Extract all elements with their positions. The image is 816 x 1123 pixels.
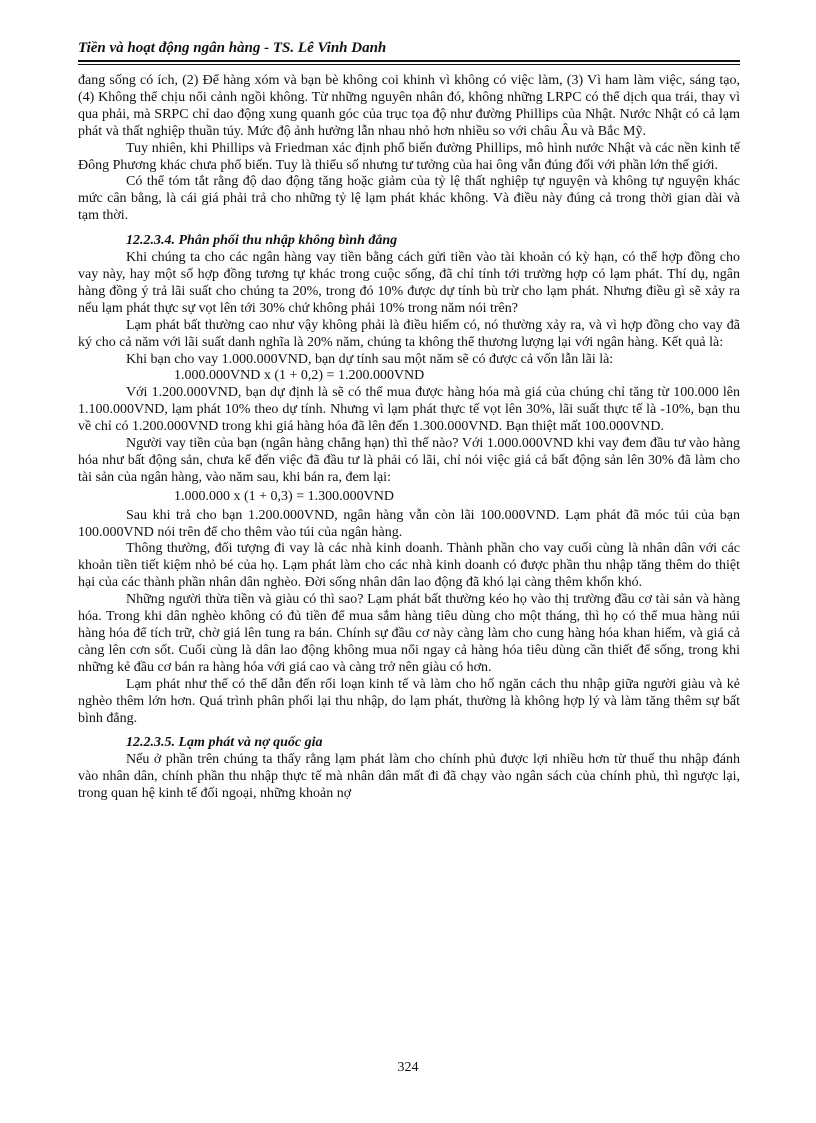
paragraph: Với 1.200.000VND, bạn dự định là sẽ có thể mua được hàng hóa mà giá của chúng chỉ tăng từ 100.000 lên 1.100.000VND, lạm phát 10% theo dự tính. Nhưng vì lạm phát thực tế vọt lên 30%, lãi suất thực tế là -10%, bạn thu về chỉ có 1.200.000VND trong khi giá hàng hóa đã lên đến 1.300.000VND. Bạn thiệt mất 100.000VND. — [78, 385, 740, 435]
paragraph: Những người thừa tiền và giàu có thì sao? Lạm phát bất thường kéo họ vào thị trường đầu cơ tài sản và hàng hóa. Trong khi dân nghèo không có đủ tiền để mua sắm hàng tiêu dùng cho một tháng, thì họ có thể mua hàng núi hàng hóa để tích trữ, chờ giá lên tung ra bán. Chính sự đầu cơ này càng làm cho cung hàng hóa khan hiếm, và giá cả càng lên cơn sốt. Cuối cùng là dân lao động không mua nổi ngay cả hàng hóa tiêu dùng cần thiết để sống, trong khi những kẻ đầu cơ bán ra hàng hóa với giá cao và càng trở nên giàu có hơn. — [78, 592, 740, 675]
paragraph: Khi chúng ta cho các ngân hàng vay tiền bằng cách gửi tiền vào tài khoản có kỳ hạn, có thể hợp đồng cho vay này, hay một số hợp đồng tương tự khác trong cuộc sống, đã chỉ tính tới trường hợp có lạm phát. Thí dụ, ngân hàng đồng ý trả lãi suất cho chúng ta 20%, trong đó 10% được dự tính bù trừ cho lạm phát. Nhưng điều gì sẽ xảy ra nếu lạm phát thực sự vọt lên tới 30% chứ không phải 10% trong năm nói trên? — [78, 250, 740, 316]
paragraph: Thông thường, đối tượng đi vay là các nhà kinh doanh. Thành phần cho vay cuối cùng là nhân dân với các khoản tiền tiết kiệm nhỏ bé của họ. Lạm phát làm cho các nhà kinh doanh có được phần thu nhập tăng thêm do thiệt hại của các thành phần nhân dân nghèo. Đời sống nhân dân lao động đã khó lại càng thêm khốn khó. — [78, 541, 740, 591]
paragraph: Có thể tóm tắt rằng độ dao động tăng hoặc giảm của tỷ lệ thất nghiệp tự nguyện và không tự nguyện khác mức cân bằng, là cái giá phải trả cho những tỷ lệ lạm phát khác không. Và điều này đúng cả trong thời gian dài và tạm thời. — [78, 174, 740, 224]
section-heading: 12.2.3.5. Lạm phát và nợ quốc gia — [126, 735, 323, 751]
paragraph: Người vay tiền của bạn (ngân hàng chẳng hạn) thì thế nào? Với 1.000.000VND khi vay đem đầu tư vào hàng hóa như bất động sản, chưa kể đến việc đã đầu tư là phải có lãi, chỉ nói việc giá cả bất động sản lên 30% đã làm cho tài sản của ngân hàng, vào năm sau, khi bán ra, đem lại: — [78, 436, 740, 485]
formula-line: 1.000.000VND x (1 + 0,2) = 1.200.000VND — [174, 368, 425, 384]
formula-line: 1.000.000 x (1 + 0,3) = 1.300.000VND — [174, 488, 394, 504]
paragraph: Nếu ở phần trên chúng ta thấy rằng lạm phát làm cho chính phủ được lợi nhiều hơn từ thuế thu nhập đánh vào nhân dân, chính phần thu nhập thực tế mà nhân dân mất đi đã chạy vào ngân sách của chính phủ, thì ngược lại, trong quan hệ kinh tế đối ngoại, những khoản nợ — [78, 752, 740, 802]
document-page — [78, 40, 740, 803]
paragraph: đang sống có ích, (2) Để hàng xóm và bạn bè không coi khinh vì không có việc làm, (3) Vì ham làm việc, sáng tạo, (4) Không thể chịu nổi cảnh ngồi không. Từ những nguyên nhân đó, không những LRPC có thể dịch qua trái, thay vì qua phải, mà SRPC chỉ dao động xung quanh góc của trục tọa độ như đường Phillips của Nhật. Nước Nhật có cả lạm phát và thất nghiệp thuần túy. Mức độ ảnh hưởng lẫn nhau nhỏ hơn nhiều so với châu Âu và Bắc Mỹ. — [78, 73, 740, 139]
header-rule — [78, 64, 740, 65]
paragraph: Tuy nhiên, khi Phillips và Friedman xác định phổ biến đường Phillips, mô hình nước Nhật và các nền kinh tế Đông Phương khác chưa phổ biến. Tuy là thiểu số nhưng tư tưởng của hai ông vẫn đúng đối với phần lớn thế giới. — [78, 140, 740, 173]
paragraph: Lạm phát bất thường cao như vậy không phải là điều hiếm có, nó thường xảy ra, và vì hợp đồng cho vay đã ký cho cả năm với lãi suất danh nghĩa là 20% năm, chúng ta không thể thương lượng lại với ngân hàng. Kết quả là: — [78, 317, 740, 350]
paragraph: Khi bạn cho vay 1.000.000VND, bạn dự tính sau một năm sẽ có được cả vốn lẫn lãi là: — [126, 351, 614, 367]
paragraph: Lạm phát như thế có thể dẫn đến rối loạn kinh tế và làm cho hố ngăn cách thu nhập giữa người giàu và kẻ nghèo thêm lớn hơn. Quá trình phân phối lại thu nhập, do lạm phát, thường là không hợp lý và làm tăng thêm sự bất bình đẳng. — [78, 676, 740, 726]
body-text — [78, 73, 740, 803]
paragraph: Sau khi trả cho bạn 1.200.000VND, ngân hàng vẫn còn lãi 100.000VND. Lạm phát đã móc túi của bạn 100.000VND nói trên để cho thêm vào túi của ngân hàng. — [78, 507, 740, 540]
section-heading: 12.2.3.4. Phân phối thu nhập không bình đẳng — [126, 233, 398, 249]
running-header: Tiền và hoạt động ngân hàng - TS. Lê Vinh Danh — [78, 40, 740, 62]
page-number: 324 — [397, 1060, 419, 1075]
